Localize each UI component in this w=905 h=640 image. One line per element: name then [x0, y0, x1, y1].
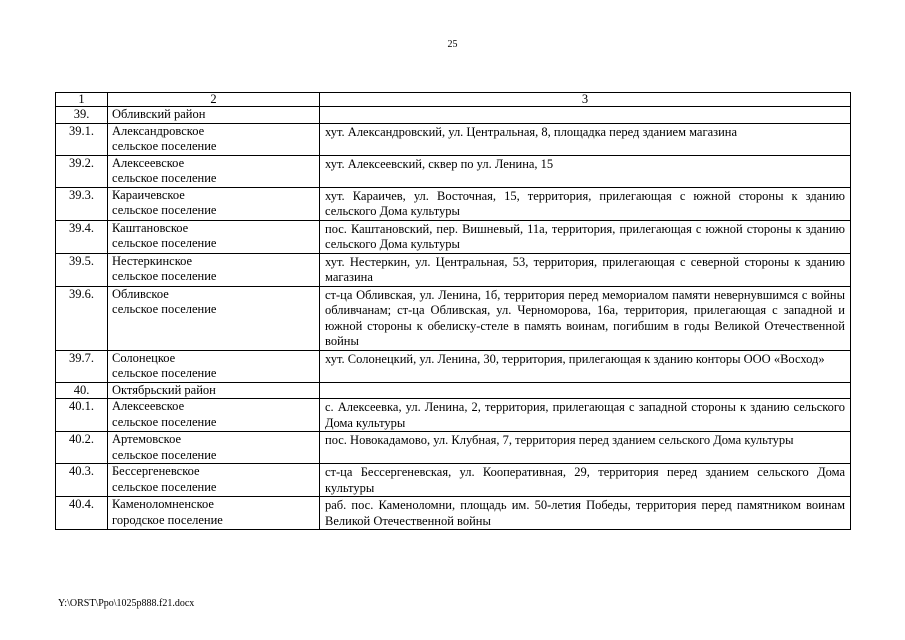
location-description	[320, 497, 851, 530]
location-description-text	[325, 433, 845, 449]
location-description-line: сельского Дома культуры	[325, 465, 846, 495]
table-row	[56, 399, 851, 432]
location-description-line: ООО «Восход»	[743, 351, 825, 366]
location-description	[320, 187, 851, 220]
row-number: 40.1.	[56, 399, 108, 432]
settlement-name-line: сельское поселение	[112, 269, 217, 283]
settlement-name-line: сельское поселение	[112, 479, 217, 494]
settlement-name	[108, 155, 320, 187]
settlement-name-line: Алексеевское	[112, 399, 185, 413]
table-row	[56, 464, 851, 497]
location-description-text	[325, 465, 845, 496]
location-description	[320, 350, 851, 382]
location-description	[320, 286, 851, 350]
header-cell-number: 1	[56, 93, 108, 107]
settlement-name	[108, 286, 320, 350]
location-description-line: стороны к зданию сельского Дома культуры	[325, 221, 845, 251]
location-description-line: хут. Солонецкий, ул. Ленина, 30, территория, прилегающая к зданию конторы	[325, 351, 741, 366]
row-number: 40.4.	[56, 497, 108, 530]
table-row	[56, 432, 851, 464]
location-description	[320, 464, 851, 497]
table-row	[56, 155, 851, 187]
row-number: 40.	[56, 382, 108, 399]
location-description-line: хут. Алексеевский, сквер по ул. Ленина, 15	[325, 156, 554, 171]
table-row	[56, 107, 851, 124]
location-description-line: хут. Караичев, ул. Восточная, 15, территория, прилегающая с южной стороны	[325, 188, 784, 203]
settlement-name-line: сельское поселение	[112, 414, 217, 429]
location-description-line: пос. Новокадамово, ул. Клубная, 7, территория перед зданием сельского Дома	[325, 433, 742, 447]
table-row	[56, 286, 851, 350]
location-description-line: ст-ца Обливская, ул. Черноморова, 16а, территория, прилегающая с западной	[397, 303, 833, 317]
row-number: 40.3.	[56, 464, 108, 497]
table-header-row	[56, 93, 851, 107]
settlement-name-line: сельское поселение	[112, 236, 217, 250]
settlement-name	[108, 432, 320, 464]
settlement-name-line: сельское поселение	[112, 139, 217, 153]
location-description-line: раб. пос. Каменоломни, площадь им. 50-летия Победы, территория перед	[325, 498, 732, 512]
settlement-name-line: сельское поселение	[112, 447, 217, 462]
location-description	[320, 220, 851, 253]
settlement-name	[108, 253, 320, 286]
row-number: 39.1.	[56, 123, 108, 155]
location-description-text	[325, 189, 845, 220]
location-description-line: ст-ца Обливская, ул. Ленина, 1б, территория перед мемориалом памяти	[325, 287, 711, 302]
table-row	[56, 497, 851, 530]
settlement-name-line: сельское поселение	[112, 366, 217, 380]
settlement-name-line: сельское поселение	[112, 171, 217, 185]
settlement-name	[108, 107, 320, 124]
settlement-name	[108, 382, 320, 399]
location-description-line: невернувшимся с войны обливчанам;	[325, 287, 846, 317]
settlement-name-line: Бессергеневское	[112, 464, 200, 478]
location-description-line: стороны к зданию магазина	[325, 254, 846, 284]
location-description	[320, 432, 851, 464]
settlement-name-line: Каменоломненское	[112, 497, 214, 511]
location-description	[320, 399, 851, 432]
settlement-name-line: Каштановское	[112, 220, 189, 235]
row-number: 39.3.	[56, 187, 108, 220]
table-row	[56, 382, 851, 399]
row-number: 39.4.	[56, 220, 108, 253]
location-description-line: хут. Александровский, ул. Центральная, 8, площадка перед зданием магазина	[325, 124, 738, 139]
location-description-text	[325, 125, 845, 141]
settlement-name-line: Обливское	[112, 286, 169, 301]
location-description-line: ст-ца Бессергеневская, ул. Кооперативная, 29, территория перед зданием	[325, 465, 749, 479]
settlement-name	[108, 123, 320, 155]
settlement-name	[108, 350, 320, 382]
settlement-name-line: Караичевское	[112, 187, 185, 202]
locations-table	[55, 92, 851, 530]
row-number: 39.5.	[56, 253, 108, 286]
settlement-name-line: Нестеркинское	[112, 253, 193, 268]
page-number: 25	[447, 39, 458, 50]
settlement-name	[108, 464, 320, 497]
row-number: 39.6.	[56, 286, 108, 350]
location-description-text	[325, 255, 845, 286]
settlement-name	[108, 220, 320, 253]
location-description	[320, 155, 851, 187]
header-cell-name: 2	[108, 93, 320, 107]
location-description	[320, 253, 851, 286]
location-description-line: и южной стороны к обелиску-стеле в память воинам, погибшим в годы Великой	[325, 303, 845, 333]
settlement-name-line: Александровское	[112, 123, 205, 138]
settlement-name-line: Солонецкое	[112, 350, 176, 365]
location-description	[320, 107, 851, 124]
location-description-line: с. Алексеевка, ул. Ленина, 2, территория, прилегающая с западной стороны	[325, 400, 736, 414]
location-description-line: хут. Нестеркин, ул. Центральная, 53, территория, прилегающая с северной	[325, 254, 740, 269]
settlement-name-line: сельское поселение	[112, 203, 217, 217]
settlement-name-line: Артемовское	[112, 432, 182, 446]
header-cell-description: 3	[320, 93, 851, 107]
settlement-name-line: Алексеевское	[112, 155, 185, 170]
location-description-line: Отечественной войны	[325, 318, 846, 348]
table-row	[56, 350, 851, 382]
location-description-text	[325, 352, 845, 368]
table-row	[56, 187, 851, 220]
location-description-text	[325, 157, 845, 173]
table-row	[56, 123, 851, 155]
location-description	[320, 382, 851, 399]
location-description-line: к зданию сельского Дома культуры	[325, 188, 845, 218]
settlement-name	[108, 187, 320, 220]
row-number: 40.2.	[56, 432, 108, 464]
settlement-name-line: Обливский район	[112, 107, 206, 121]
table-row	[56, 220, 851, 253]
settlement-name	[108, 399, 320, 432]
location-description-text	[325, 288, 845, 350]
settlement-name-line: Октябрьский район	[112, 382, 216, 397]
location-description-line: культуры	[744, 433, 794, 447]
location-description-line: пос. Каштановский, пер. Вишневый, 11а, территория, прилегающая с южной	[325, 221, 743, 236]
row-number: 39.2.	[56, 155, 108, 187]
location-description-text	[325, 498, 845, 529]
row-number: 39.	[56, 107, 108, 124]
location-description-line: памятником воинам Великой Отечественной войны	[325, 498, 846, 528]
settlement-name	[108, 497, 320, 530]
location-description	[320, 123, 851, 155]
location-description-text	[325, 400, 845, 431]
settlement-name-line: городское поселение	[112, 512, 223, 527]
table-row	[56, 253, 851, 286]
settlement-name-line: сельское поселение	[112, 302, 217, 316]
file-path: Y:\ORST\Ppo\1025p888.f21.docx	[58, 598, 195, 609]
row-number: 39.7.	[56, 350, 108, 382]
location-description-text	[325, 222, 845, 253]
location-description-line: к зданию сельского Дома культуры	[325, 400, 845, 430]
